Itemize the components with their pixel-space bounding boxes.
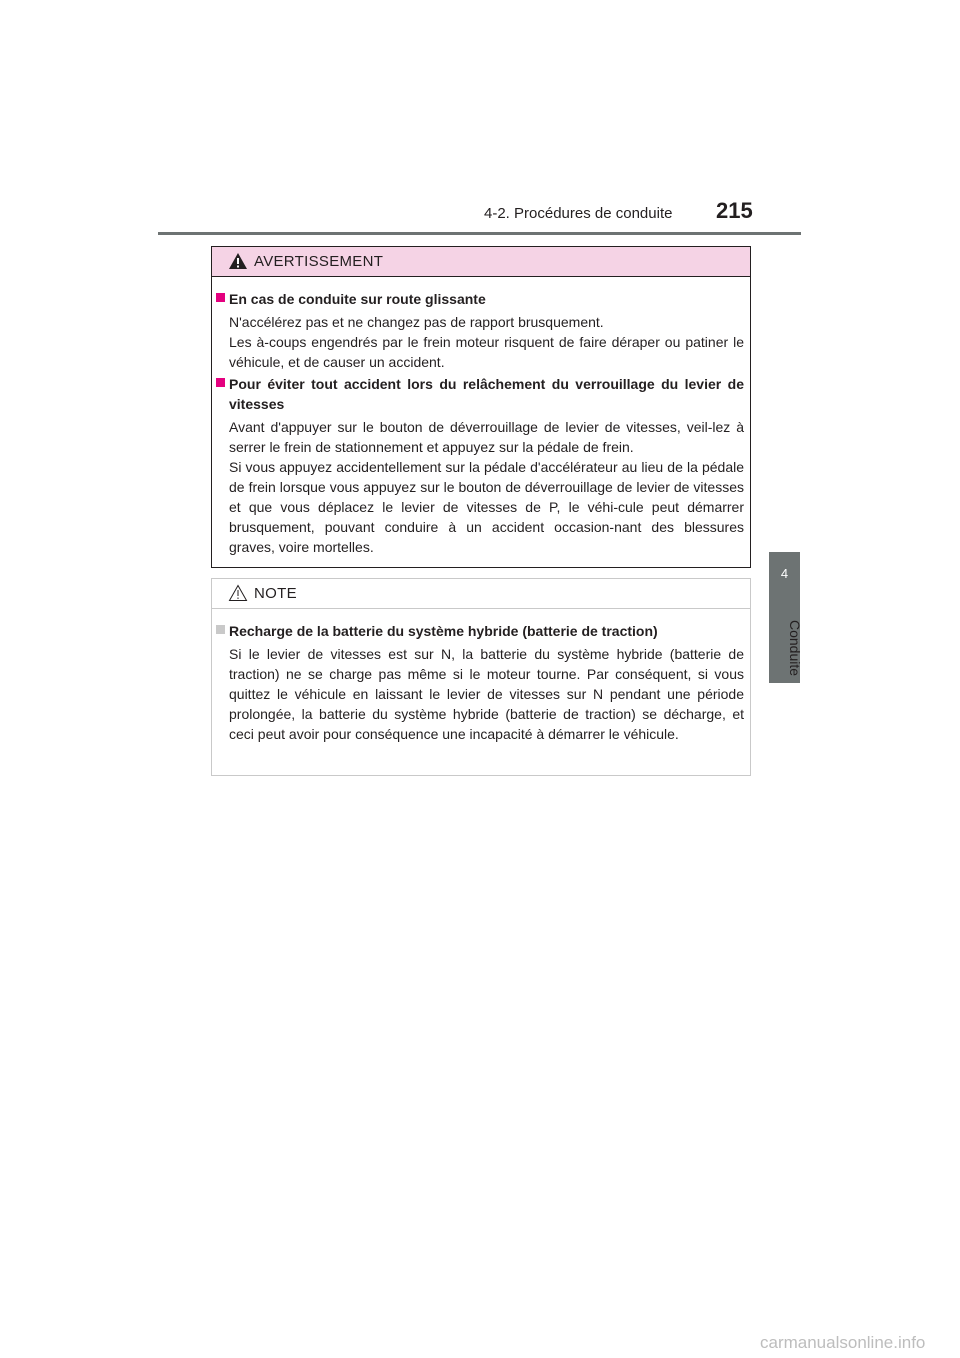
page-number: 215 xyxy=(716,198,753,223)
warning-item-slippery-road xyxy=(216,289,744,372)
paragraph: Les à-coups engendrés par le frein moteur risquent de faire déraper ou patiner le véhicule, et de causer un accident. xyxy=(229,334,744,370)
note-item-text xyxy=(229,644,744,744)
chapter-label: Conduite xyxy=(787,620,803,677)
bullet-square xyxy=(216,378,225,387)
warning-header xyxy=(212,247,750,277)
warning-title: AVERTISSEMENT xyxy=(254,253,384,270)
paragraph: Si vous appuyez accidentellement sur la pédale d'accélérateur au lieu de la pédale de frein lorsque vous appuyez sur le bouton de déverrouillage de levier de vitesses et que vous déplacez le levier de vitesses de P, le véhi-cule peut démarrer brusquement, pouvant conduire à un accident occasion-nant des blessures graves, voire mortelles. xyxy=(229,459,744,555)
chapter-number: 4 xyxy=(780,566,789,581)
warning-item-text xyxy=(229,417,744,557)
warning-item-heading: Pour éviter tout accident lors du relâchement du verrouillage du levier de vitesses xyxy=(229,376,744,412)
svg-text:carmanualsonline.info: carmanualsonline.info xyxy=(760,1333,926,1352)
warning-box xyxy=(211,246,751,568)
note-box xyxy=(211,578,751,776)
note-header xyxy=(212,579,750,609)
note-item-hybrid-battery xyxy=(216,621,744,744)
paragraph: Si le levier de vitesses est sur N, la batterie du système hybride (batterie de traction) ne se charge pas même si le moteur tourne. Par conséquent, si vous quittez le véhicule en laissant le levier de vitesses sur N pendant une période prolongée, la batterie du système hybride (batterie de traction) se décharge, et ceci peut avoir pour conséquence une incapacité à démarrer le véhicule. xyxy=(229,646,744,742)
watermark-logo xyxy=(760,1330,952,1354)
paragraph: Avant d'appuyer sur le bouton de déverrouillage de levier de vitesses, veil-lez à serrer le frein de stationnement et appuyez sur la pédale de frein. xyxy=(229,419,744,455)
warning-triangle-icon xyxy=(228,252,248,270)
note-item-heading: Recharge de la batterie du système hybride (batterie de traction) xyxy=(229,623,658,639)
bullet-square xyxy=(216,625,225,634)
bullet-square xyxy=(216,293,225,302)
paragraph: N'accélérez pas et ne changez pas de rapport brusquement. xyxy=(229,314,604,330)
note-title: NOTE xyxy=(254,585,297,602)
header-divider xyxy=(158,232,801,235)
section-title: 4-2. Procédures de conduite xyxy=(484,205,673,222)
warning-item-shift-lock xyxy=(216,374,744,557)
caution-triangle-outline-icon xyxy=(228,584,248,602)
warning-item-heading: En cas de conduite sur route glissante xyxy=(229,291,486,307)
warning-item-text xyxy=(229,312,744,372)
